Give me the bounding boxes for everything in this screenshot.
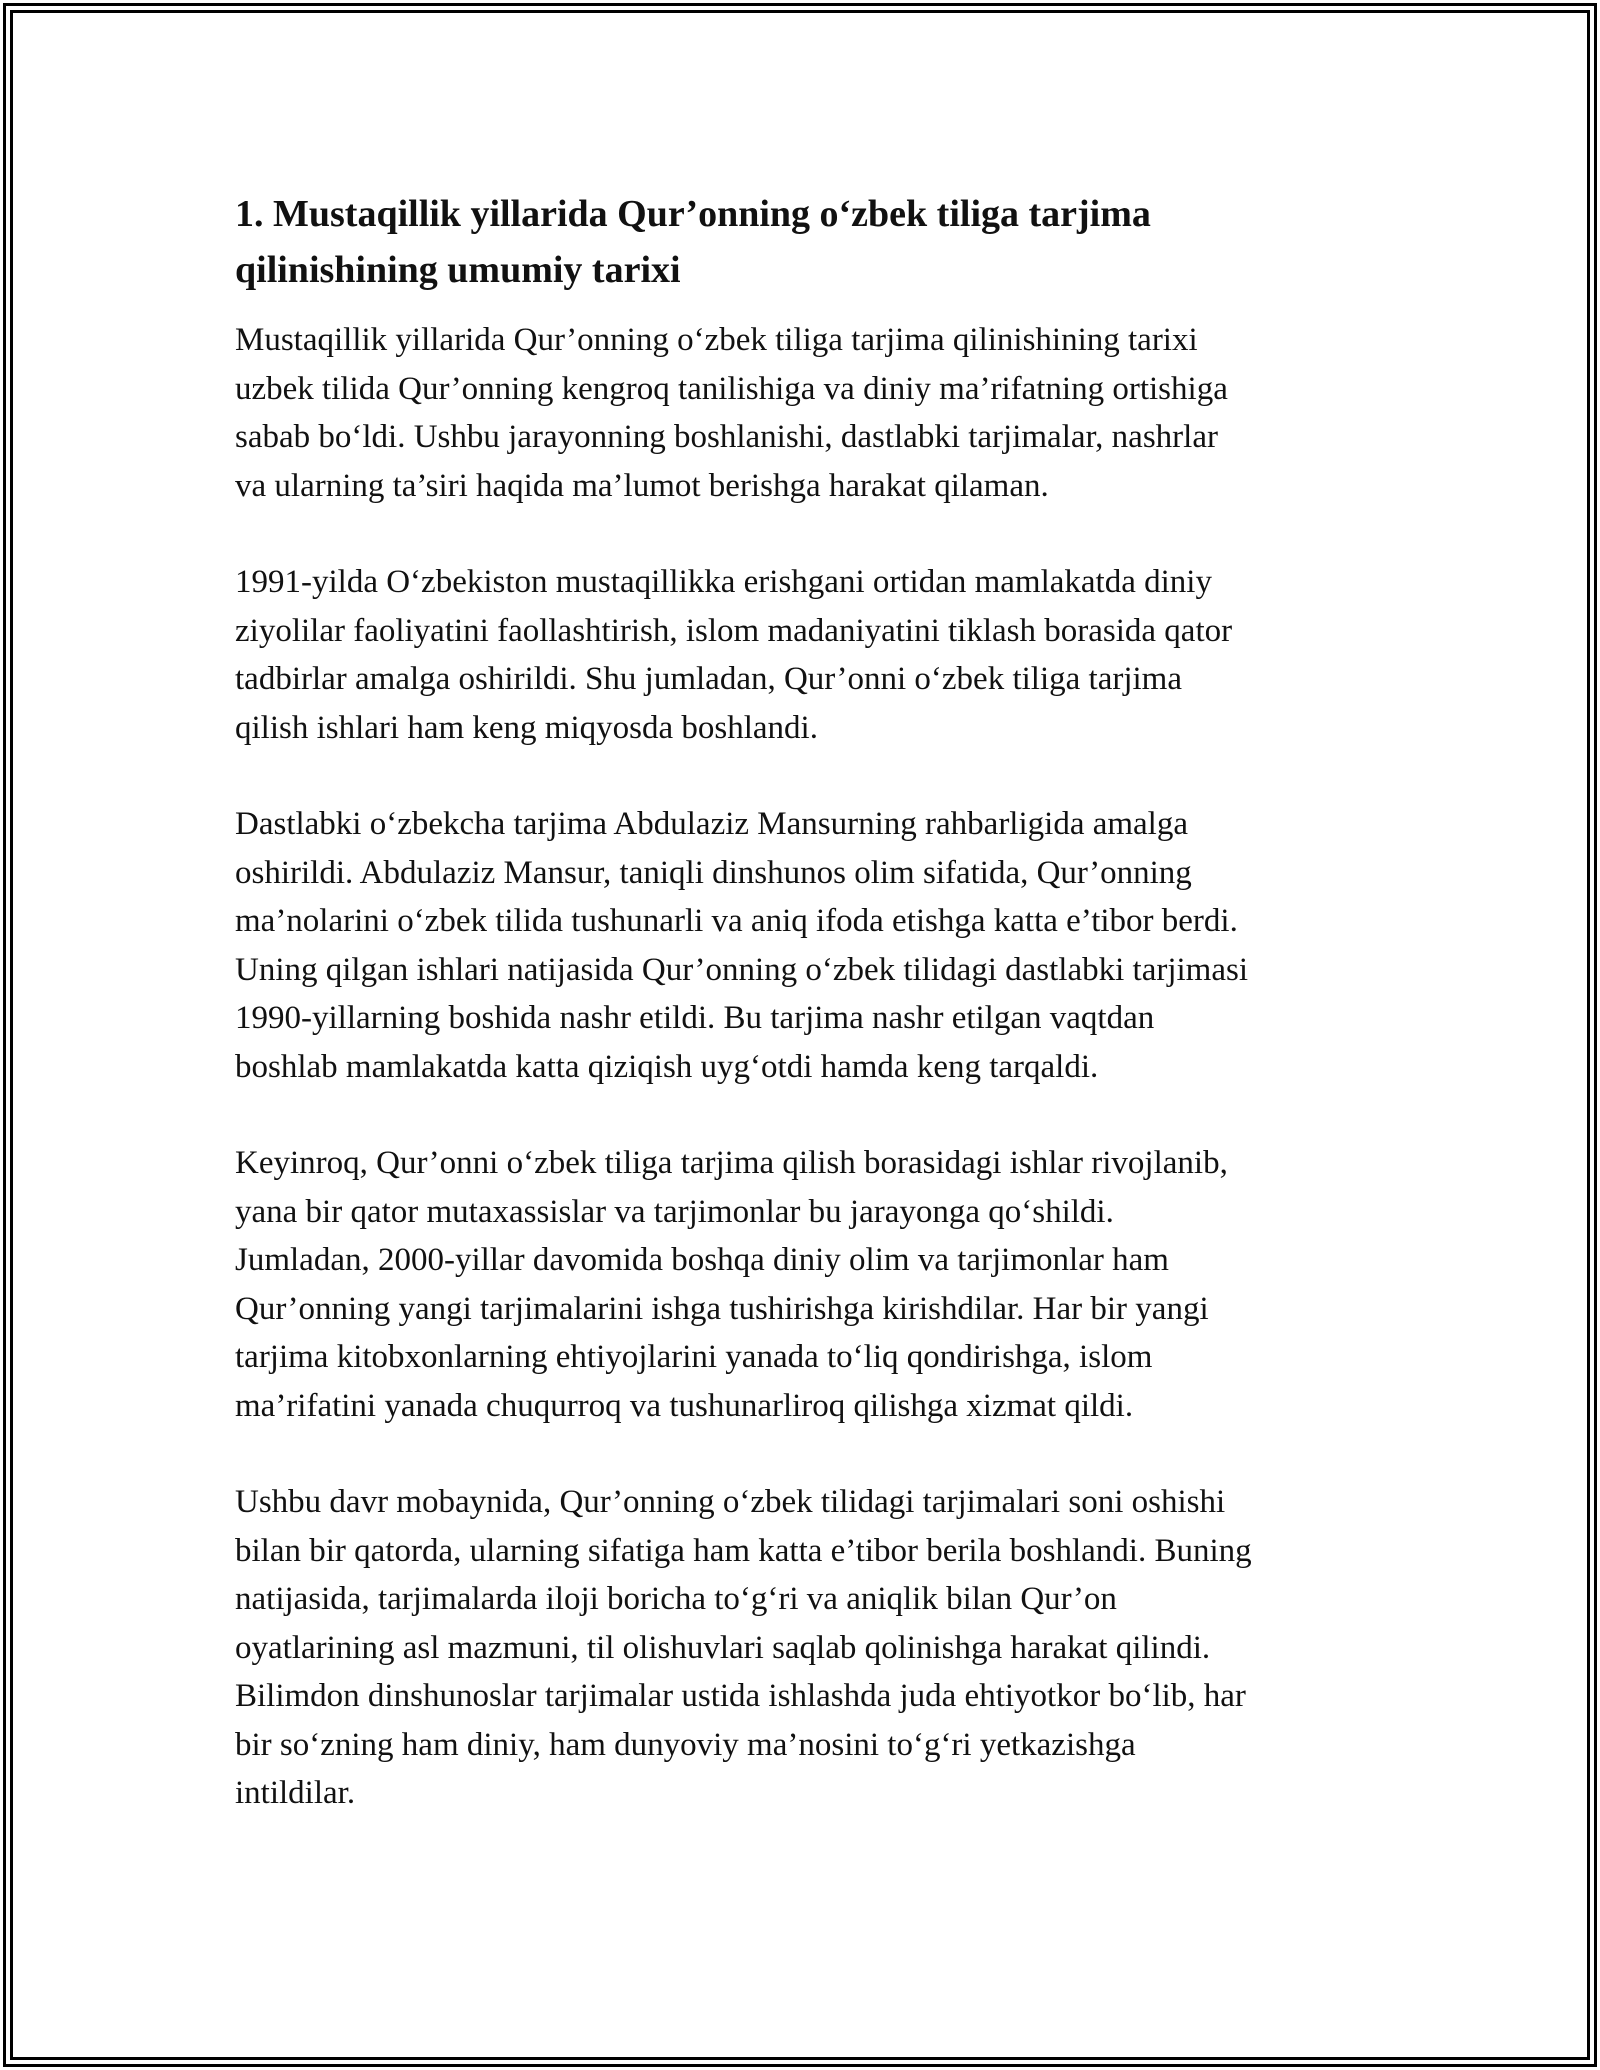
paragraph-4: Keyinroq, Qur’onni o‘zbek tiliga tarjima qilish borasidagi ishlar rivojlanib, yana bir qator mutaxassislar va tarjimonlar bu jarayonga qo‘shildi. Jumladan, 2000-yillar davomida boshqa diniy olim va tarjimonlar ham Qur’onning yangi tarjimalarini ishga tushirishga kirishdilar. Har bir yangi tarjima kitobxonlarning ehtiyojlarini yanada to‘liq qondirishga, islom ma’rifatini yanada chuqurroq va tushunarliroq qilishga xizmat qildi. [235, 1145, 1228, 1424]
paragraph-5: Ushbu davr mobaynida, Qur’onning o‘zbek tilidagi tarjimalari soni oshishi bilan bir qatorda, ularning sifatiga ham katta e’tibor berila boshlandi. Buning natijasida, tarjimalarda iloji boricha to‘g‘ri va aniqlik bilan Qur’on oyatlarining asl mazmuni, til olishuvlari saqlab qolinishga harakat qilindi. Bilimdon dinshunoslar tarjimalar ustida ishlashda juda ehtiyotkor bo‘lib, har bir so‘zning ham diniy, ham dunyoviy ma’nosini to‘g‘ri yetkazishga intildilar. [235, 1484, 1252, 1811]
document-body [235, 186, 1385, 1866]
paragraph-2: 1991-yilda O‘zbekiston mustaqillikka erishgani ortidan mamlakatda diniy ziyolilar faoliyatini faollashtirish, islom madaniyatini tiklash borasida qator tadbirlar amalga oshirildi. Shu jumladan, Qur’onni o‘zbek tiliga tarjima qilish ishlari ham keng miqyosda boshlandi. [235, 564, 1233, 746]
paragraph-3: Dastlabki o‘zbekcha tarjima Abdulaziz Mansurning rahbarligida amalga oshirildi. Abdulaziz Mansur, taniqli dinshunos olim sifatida, Qur’onning ma’nolarini o‘zbek tilida tushunarli va aniq ifoda etishga katta e’tibor berdi. Uning qilgan ishlari natijasida Qur’onning o‘zbek tilidagi dastlabki tarjimasi 1990-yillarning boshida nashr etildi. Bu tarjima nashr etilgan vaqtdan boshlab mamlakatda katta qiziqish uyg‘otdi hamda keng tarqaldi. [235, 806, 1249, 1085]
section-heading: 1. Mustaqillik yillarida Qur’onning o‘zbek tiliga tarjima qilinishining umumiy tarixi [235, 193, 1151, 291]
paragraph-1: Mustaqillik yillarida Qur’onning o‘zbek tiliga tarjima qilinishining tarixi uzbek tilida Qur’onning kengroq tanilishiga va diniy ma’rifatning ortishiga sabab bo‘ldi. Ushbu jarayonning boshlanishi, dastlabki tarjimalar, nashrlar va ularning ta’siri haqida ma’lumot berishga harakat qilaman. [235, 322, 1228, 504]
